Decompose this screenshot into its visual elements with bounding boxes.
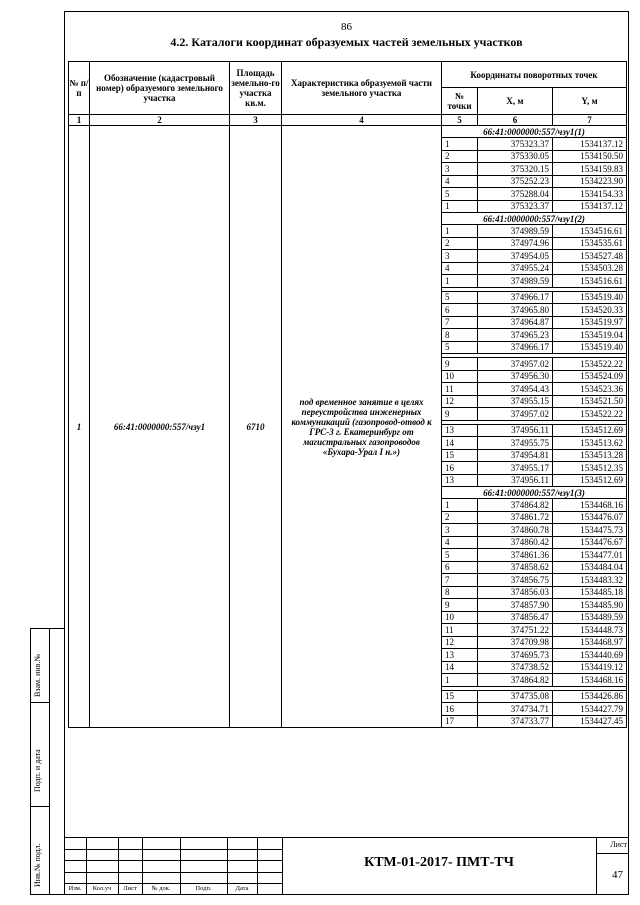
point-number: 14 bbox=[442, 437, 478, 450]
coord-y: 1534485.90 bbox=[553, 599, 627, 612]
coord-x: 374856.03 bbox=[478, 586, 553, 599]
point-number: 14 bbox=[442, 661, 478, 674]
coord-y: 1534477.01 bbox=[553, 549, 627, 562]
coord-y: 1534448.73 bbox=[553, 624, 627, 637]
point-number: 9 bbox=[442, 408, 478, 421]
header-area: Площадь земельно-го участка кв.м. bbox=[230, 62, 282, 115]
coord-y: 1534513.28 bbox=[553, 449, 627, 462]
col-number: 1 bbox=[69, 115, 90, 126]
point-number: 6 bbox=[442, 561, 478, 574]
point-number: 9 bbox=[442, 358, 478, 371]
row-number: 1 bbox=[69, 126, 90, 728]
coord-y: 1534512.69 bbox=[553, 424, 627, 437]
header-coords: Координаты поворотных точек bbox=[442, 62, 627, 88]
header-y: Y, м bbox=[553, 88, 627, 115]
header-num: № п/п bbox=[69, 62, 90, 115]
coord-y: 1534523.36 bbox=[553, 383, 627, 396]
col-number: 4 bbox=[282, 115, 442, 126]
coord-y: 1534426.86 bbox=[553, 690, 627, 703]
point-number: 5 bbox=[442, 341, 478, 354]
coord-x: 374695.73 bbox=[478, 649, 553, 662]
coord-x: 374989.59 bbox=[478, 275, 553, 288]
coord-y: 1534468.16 bbox=[553, 499, 627, 512]
point-number: 9 bbox=[442, 599, 478, 612]
coord-y: 1534468.16 bbox=[553, 674, 627, 687]
point-number: 16 bbox=[442, 462, 478, 475]
point-number: 16 bbox=[442, 703, 478, 716]
col-number: 2 bbox=[90, 115, 230, 126]
coord-x: 374956.11 bbox=[478, 474, 553, 487]
point-number: 11 bbox=[442, 383, 478, 396]
point-number: 1 bbox=[442, 138, 478, 151]
side-stamp bbox=[30, 628, 64, 895]
coord-x: 374858.62 bbox=[478, 561, 553, 574]
coord-y: 1534516.61 bbox=[553, 225, 627, 238]
point-number: 2 bbox=[442, 511, 478, 524]
point-number: 12 bbox=[442, 395, 478, 408]
stamp-caption: № док. bbox=[151, 885, 171, 892]
point-number: 1 bbox=[442, 674, 478, 687]
coord-y: 1534520.33 bbox=[553, 304, 627, 317]
coord-x: 374861.36 bbox=[478, 549, 553, 562]
coord-y: 1534427.45 bbox=[553, 715, 627, 728]
point-number: 1 bbox=[442, 225, 478, 238]
side-label-signature: Подп. и дата bbox=[33, 749, 42, 792]
coord-x: 374955.17 bbox=[478, 462, 553, 475]
coord-y: 1534521.50 bbox=[553, 395, 627, 408]
header-point: № точки bbox=[442, 88, 478, 115]
coord-x: 374965.80 bbox=[478, 304, 553, 317]
coord-y: 1534468.97 bbox=[553, 636, 627, 649]
coord-x: 374964.87 bbox=[478, 316, 553, 329]
point-number: 13 bbox=[442, 474, 478, 487]
coord-y: 1534524.09 bbox=[553, 370, 627, 383]
coord-x: 374733.77 bbox=[478, 715, 553, 728]
parcel-designation: 66:41:0000000:557/чзу1 bbox=[90, 126, 230, 728]
stamp-caption: Дата bbox=[235, 885, 249, 892]
divider bbox=[49, 629, 50, 894]
coord-x: 374955.15 bbox=[478, 395, 553, 408]
coord-y: 1534476.67 bbox=[553, 536, 627, 549]
coord-x: 375330.05 bbox=[478, 150, 553, 163]
title-block bbox=[64, 837, 629, 895]
part-label: 66:41:0000000:557/чзу1(3) bbox=[442, 487, 627, 499]
part-label: 66:41:0000000:557/чзу1(2) bbox=[442, 213, 627, 225]
coord-y: 1534527.48 bbox=[553, 250, 627, 263]
col-number: 5 bbox=[442, 115, 478, 126]
coord-x: 374857.90 bbox=[478, 599, 553, 612]
coord-y: 1534150.50 bbox=[553, 150, 627, 163]
point-number: 3 bbox=[442, 163, 478, 176]
point-number: 13 bbox=[442, 649, 478, 662]
part-label: 66:41:0000000:557/чзу1(1) bbox=[442, 126, 627, 138]
coord-y: 1534476.07 bbox=[553, 511, 627, 524]
coord-x: 375288.04 bbox=[478, 188, 553, 201]
coord-y: 1534419.12 bbox=[553, 661, 627, 674]
coord-y: 1534516.61 bbox=[553, 275, 627, 288]
coord-y: 1534522.22 bbox=[553, 408, 627, 421]
point-number: 15 bbox=[442, 690, 478, 703]
point-number: 8 bbox=[442, 586, 478, 599]
coord-y: 1534512.69 bbox=[553, 474, 627, 487]
coord-x: 374864.82 bbox=[478, 674, 553, 687]
point-number: 12 bbox=[442, 636, 478, 649]
coord-x: 374956.11 bbox=[478, 424, 553, 437]
point-number: 10 bbox=[442, 370, 478, 383]
divider bbox=[257, 837, 258, 895]
coord-y: 1534427.79 bbox=[553, 703, 627, 716]
point-number: 4 bbox=[442, 262, 478, 275]
divider bbox=[64, 883, 282, 884]
point-number: 6 bbox=[442, 304, 478, 317]
stamp-caption: Изм. bbox=[68, 885, 82, 892]
section-title: 4.2. Каталоги координат образуемых частей земельных участков bbox=[170, 35, 523, 49]
coord-x: 374864.82 bbox=[478, 499, 553, 512]
stamp-caption: Кол.уч bbox=[92, 885, 112, 892]
coord-y: 1534512.35 bbox=[553, 462, 627, 475]
col-number: 7 bbox=[553, 115, 627, 126]
divider bbox=[596, 837, 597, 895]
coord-y: 1534485.18 bbox=[553, 586, 627, 599]
coord-y: 1534159.83 bbox=[553, 163, 627, 176]
coord-x: 375252.23 bbox=[478, 175, 553, 188]
coord-y: 1534522.22 bbox=[553, 358, 627, 371]
coord-y: 1534489.59 bbox=[553, 611, 627, 624]
coord-y: 1534535.61 bbox=[553, 237, 627, 250]
divider bbox=[64, 860, 282, 861]
coord-y: 1534503.28 bbox=[553, 262, 627, 275]
coord-y: 1534519.04 bbox=[553, 329, 627, 342]
point-number: 2 bbox=[442, 237, 478, 250]
col-number: 6 bbox=[478, 115, 553, 126]
point-number: 15 bbox=[442, 449, 478, 462]
parcel-characteristic: под временное занятие в целях переустройства инженерных коммуникаций (газопровод-отвод к ГРС-3 г. Екатеринбург от магистральных газопроводов «Бухара-Урал I н.») bbox=[282, 126, 442, 728]
coord-x: 374955.75 bbox=[478, 437, 553, 450]
coord-x: 374856.75 bbox=[478, 574, 553, 587]
divider bbox=[64, 849, 282, 850]
coord-x: 374974.96 bbox=[478, 237, 553, 250]
document-code: КТМ-01-2017- ПМТ-ТЧ bbox=[364, 855, 514, 870]
coord-y: 1534519.40 bbox=[553, 341, 627, 354]
header-x: X, м bbox=[478, 88, 553, 115]
divider bbox=[64, 872, 282, 873]
point-number: 13 bbox=[442, 424, 478, 437]
coord-x: 374738.52 bbox=[478, 661, 553, 674]
side-label-inventory: Инв.№ подл. bbox=[33, 843, 42, 887]
coord-x: 375323.37 bbox=[478, 200, 553, 213]
coord-y: 1534223.90 bbox=[553, 175, 627, 188]
coord-x: 375320.15 bbox=[478, 163, 553, 176]
coord-x: 375323.37 bbox=[478, 138, 553, 151]
point-number: 4 bbox=[442, 536, 478, 549]
coord-x: 374954.43 bbox=[478, 383, 553, 396]
coord-y: 1534519.40 bbox=[553, 291, 627, 304]
divider bbox=[596, 853, 629, 854]
coord-y: 1534519.97 bbox=[553, 316, 627, 329]
coord-y: 1534154.33 bbox=[553, 188, 627, 201]
point-number: 1 bbox=[442, 499, 478, 512]
coord-x: 374966.17 bbox=[478, 291, 553, 304]
point-number: 7 bbox=[442, 316, 478, 329]
sheet-label: Лист bbox=[610, 840, 627, 849]
coord-y: 1534484.04 bbox=[553, 561, 627, 574]
stamp-caption: Лист bbox=[123, 885, 137, 892]
header-characteristic: Характеристика образуемой части земельного участка bbox=[282, 62, 442, 115]
coord-x: 374965.23 bbox=[478, 329, 553, 342]
coord-x: 374966.17 bbox=[478, 341, 553, 354]
coord-x: 374957.02 bbox=[478, 358, 553, 371]
coord-x: 374860.42 bbox=[478, 536, 553, 549]
coord-y: 1534440.69 bbox=[553, 649, 627, 662]
point-number: 10 bbox=[442, 611, 478, 624]
coord-x: 374709.98 bbox=[478, 636, 553, 649]
stamp-caption: Подп. bbox=[195, 885, 212, 892]
coord-x: 374735.08 bbox=[478, 690, 553, 703]
point-number: 8 bbox=[442, 329, 478, 342]
point-number: 5 bbox=[442, 291, 478, 304]
coord-y: 1534483.32 bbox=[553, 574, 627, 587]
coord-x: 374954.05 bbox=[478, 250, 553, 263]
coord-y: 1534475.73 bbox=[553, 524, 627, 537]
point-number: 1 bbox=[442, 200, 478, 213]
coord-y: 1534137.12 bbox=[553, 200, 627, 213]
coord-x: 374957.02 bbox=[478, 408, 553, 421]
point-number: 2 bbox=[442, 150, 478, 163]
coord-x: 374989.59 bbox=[478, 225, 553, 238]
point-number: 3 bbox=[442, 250, 478, 263]
coord-x: 374954.81 bbox=[478, 449, 553, 462]
header-designation: Обозначение (кадастровый номер) образуемого земельного участка bbox=[90, 62, 230, 115]
sheet-number: 47 bbox=[612, 869, 623, 881]
coord-x: 374861.72 bbox=[478, 511, 553, 524]
point-number: 7 bbox=[442, 574, 478, 587]
point-number: 1 bbox=[442, 275, 478, 288]
col-number: 3 bbox=[230, 115, 282, 126]
point-number: 5 bbox=[442, 188, 478, 201]
coordinates-table bbox=[68, 61, 627, 728]
point-number: 11 bbox=[442, 624, 478, 637]
point-number: 4 bbox=[442, 175, 478, 188]
coord-x: 374734.71 bbox=[478, 703, 553, 716]
coord-x: 374860.78 bbox=[478, 524, 553, 537]
divider bbox=[64, 837, 629, 838]
point-number: 17 bbox=[442, 715, 478, 728]
coord-x: 374751.22 bbox=[478, 624, 553, 637]
point-number: 3 bbox=[442, 524, 478, 537]
coord-x: 374956.30 bbox=[478, 370, 553, 383]
coord-x: 374856.47 bbox=[478, 611, 553, 624]
coord-y: 1534137.12 bbox=[553, 138, 627, 151]
coord-x: 374955.24 bbox=[478, 262, 553, 275]
coord-y: 1534513.62 bbox=[553, 437, 627, 450]
page-number: 86 bbox=[341, 21, 352, 33]
point-number: 5 bbox=[442, 549, 478, 562]
side-label-replace: Взам. инв.№ bbox=[33, 653, 42, 697]
parcel-area: 6710 bbox=[230, 126, 282, 728]
